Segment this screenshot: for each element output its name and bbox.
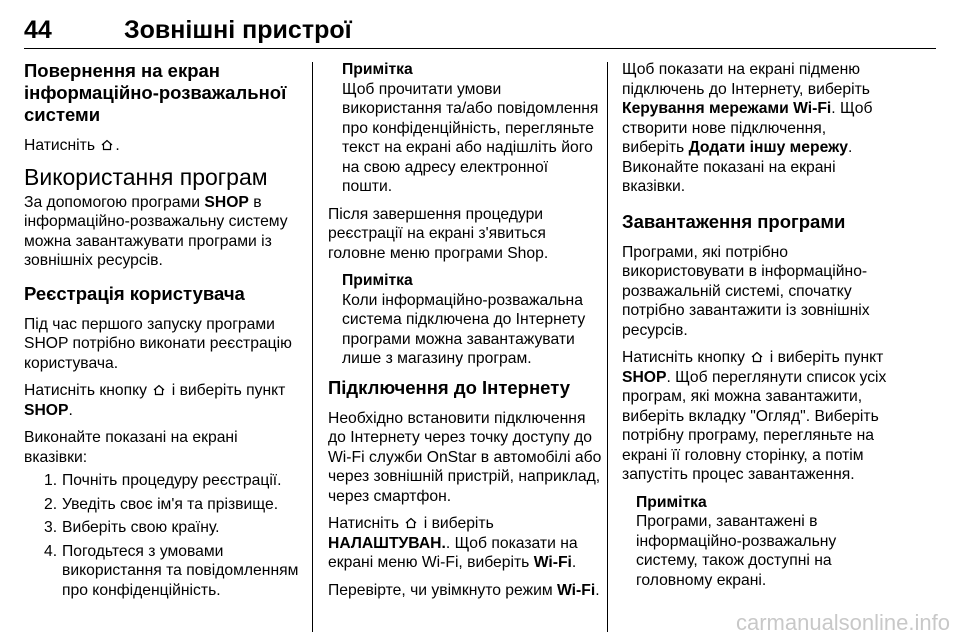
page-number: 44 <box>24 16 52 44</box>
list-item: 3. Виберіть свою країну. <box>44 519 220 536</box>
home-icon <box>751 351 763 363</box>
paragraph: Програми, які потрібно використовувати в інформаційно-розважальній системі, спочатку потрібно завантажити із зовнішніх ресурсів. <box>622 243 870 339</box>
paragraph: Перевірте, чи увімкнуто режим Wi-Fi. <box>328 581 600 599</box>
paragraph: Натисніть і виберіть НАЛАШТУВАН.. Щоб показати на екрані меню Wi-Fi, виберіть Wi-Fi. <box>328 515 578 571</box>
steps-list <box>24 471 299 600</box>
paragraph: Натисніть кнопку і виберіть пункт SHOP. <box>24 382 286 419</box>
heading-internet: Підключення до Інтернету <box>328 376 570 398</box>
paragraph: Щоб показати на екрані підменю підключень до Інтернету, виберіть Керування мережами Wi-Fi. Щоб створити нове підключення, виберіть Додати іншу мережу. Виконайте показані на екрані вказівки. <box>622 61 873 195</box>
column-divider <box>312 62 313 632</box>
paragraph: Виконайте показані на екрані вказівки: <box>24 429 238 466</box>
page-header <box>24 8 936 48</box>
column-2 <box>328 60 602 608</box>
note <box>342 271 602 369</box>
note-text: Програми, завантажені в інформаційно-розважальну систему, також доступні на головному екрані. <box>636 513 837 589</box>
home-icon <box>153 384 165 396</box>
note-label: Примітка <box>342 61 413 78</box>
watermark: carmanualsonline.info <box>735 610 950 635</box>
paragraph: Необхідно встановити підключення до Інтернету через точку доступу до Wi-Fi служби OnStar в автомобілі або через зовнішній пристрій, наприклад, через смартфон. <box>328 409 602 505</box>
note-text: Щоб прочитати умови використання та/або повідомлення про конфіденційність, перегляньте текст на екрані або надішліть його на свою адресу електронної пошти. <box>342 80 599 195</box>
column-3 <box>622 60 890 598</box>
list-item: 4. Погодьтеся з умовами використання та повідомленням про конфіденційність. <box>44 542 299 599</box>
section-title: Зовнішні пристрої <box>124 16 352 44</box>
note-label: Примітка <box>636 493 707 511</box>
heading-download: Завантаження програми <box>622 210 846 232</box>
paragraph: Після завершення процедури реєстрації на екрані з'явиться головне меню програми Shop. <box>328 205 549 262</box>
note-label: Примітка <box>342 272 413 289</box>
paragraph: За допомогою програми SHOP в інформаційно-розважальну систему можна завантажувати програми із зовнішніх ресурсів. <box>24 193 288 269</box>
home-icon <box>101 139 113 151</box>
heading-apps: Використання програм <box>24 163 268 190</box>
paragraph: Під час першого запуску програми SHOP потрібно виконати реєстрацію користувача. <box>24 315 292 372</box>
column-divider <box>607 62 608 632</box>
list-item: 1. Почніть процедуру реєстрації. <box>44 472 282 489</box>
list-item: 2. Уведіть своє ім'я та прізвище. <box>44 495 279 513</box>
column-1 <box>24 60 299 606</box>
note <box>342 60 602 197</box>
paragraph: Натисніть . <box>24 137 120 154</box>
note-text: Коли інформаційно-розважальна система підключена до Інтернету програми можна завантажувати лише з магазину програм. <box>342 291 586 367</box>
paragraph: Натисніть кнопку і виберіть пункт SHOP. Щоб переглянути список усіх програм, які можна завантажити, виберіть вкладку "Огляд". Виберіть потрібну програму, перегляньте на екрані її головну сторінку, а потім запустіть процес завантаження. <box>622 349 887 483</box>
header-rule <box>24 48 936 49</box>
note <box>636 493 890 591</box>
heading-return-home: Повернення на екран інформаційно-розважальної системи <box>24 60 287 125</box>
home-icon <box>405 517 417 529</box>
heading-registration: Реєстрація користувача <box>24 282 245 304</box>
